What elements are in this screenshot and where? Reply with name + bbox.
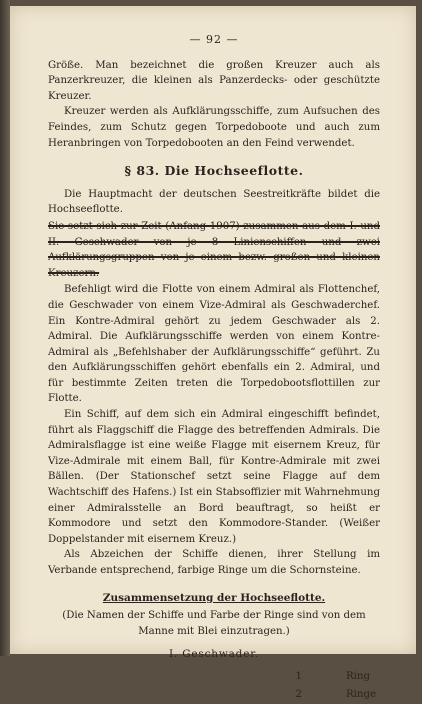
section-heading: § 83. Die Hochseeflotte.	[124, 163, 304, 179]
ring-label: Ring	[346, 670, 371, 682]
ring-row-2	[48, 687, 380, 703]
struck-text: Sie setzt sich zur Zeit (Anfang 1907) zusammen aus dem I. und II. Geschwader von je 8 Linienschiffen und zwei Aufklärungsgruppen von je einem bezw. großen und kleinen Kreuzern.	[48, 220, 380, 279]
befehligt-paragraph: Befehligt wird die Flotte von einem Admiral als Flottenchef, die Geschwader von einem Vize-Admiral als Geschwaderchef. Ein Kontre-Admiral gehört zu jedem Geschwader als 2. Admiral. Die Aufklärungsschiffe werden von einem Kontre-Admiral als „Befehlshaber der Aufklärungsschiffe“ geführt. Zu den Aufklärungsschiffen gehört ebenfalls ein 2. Admiral, und für bestimmte Zeiten treten die Torpedobootsflottillen zur Flotte.	[48, 284, 380, 405]
page-content	[48, 32, 380, 704]
ship-name-blank	[48, 669, 276, 679]
book-binding	[0, 0, 10, 656]
flaggschiff-paragraph: Ein Schiff, auf dem sich ein Admiral eingeschifft befindet, führt als Flaggschiff die Flagge des betreffenden Admirals. Die Admiralsflagge ist eine weiße Flagge mit eisernem Kreuz, für Vize-Admirale mit einem Ball, für Kontre-Admirale mit zwei Bällen. (Der Stationschef setzt seine Flagge auf dem Wachtschiff des Hafens.) Ist ein Stabsoffizier mit Wahrnehmung einer Admiralsstelle an Bord beauftragt, so heißt er Kommodore und setzt den Kommodore-Stander. (Weißer Doppelstander mit eisernem Kreuz.)	[48, 409, 380, 545]
ring-number: 1	[295, 670, 302, 682]
ring-label: Ringe	[346, 688, 377, 700]
composition-subheading: Zusammensetzung der Hochseeflotte.	[102, 591, 326, 604]
hauptmacht-paragraph: Die Hauptmacht der deutschen Seestreitkräfte bildet die Hochseeflotte.	[48, 188, 380, 216]
geschwader-title: I. Geschwader.	[168, 648, 260, 661]
ring-color-blank	[306, 669, 342, 679]
instruction-note: (Die Namen der Schiffe und Farbe der Ringe sind von dem Manne mit Blei einzutragen.)	[62, 610, 366, 637]
ring-number: 2	[295, 688, 302, 700]
ship-name-blank	[48, 687, 276, 697]
ring-color-blank	[306, 687, 342, 697]
ring-row-1	[48, 669, 380, 685]
struck-out-paragraph	[48, 219, 380, 281]
page-number: — 92 —	[189, 33, 239, 46]
kreuzer-paragraph: Kreuzer werden als Aufklärungsschiffe, zum Aufsuchen des Feindes, zum Schutz gegen Torpedoboote und auch zum Heranbringen von Torpedobooten an den Feind verwendet.	[48, 106, 380, 149]
abzeichen-paragraph: Als Abzeichen der Schiffe dienen, ihrer Stellung im Verbande entsprechend, farbige Ringe um die Schornsteine.	[48, 549, 380, 576]
intro-paragraph: Größe. Man bezeichnet die großen Kreuzer auch als Panzerkreuzer, die kleinen als Panzerdecks- oder geschützte Kreuzer.	[48, 59, 380, 102]
